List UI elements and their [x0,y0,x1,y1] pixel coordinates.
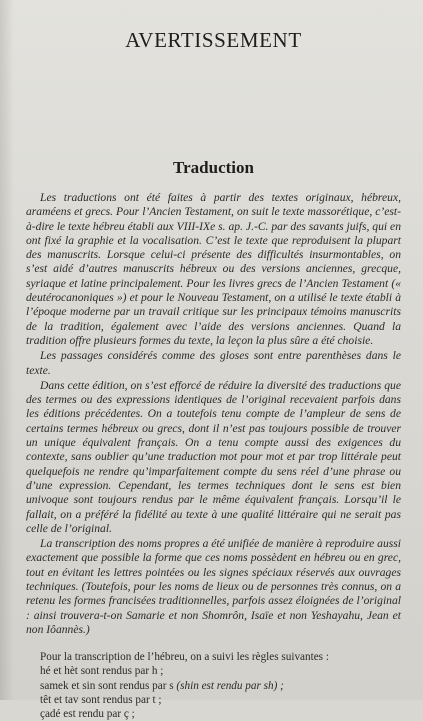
rule-item [40,664,401,678]
body-text [26,191,401,637]
rule-letters: çadé est rendu par ç ; [40,708,135,721]
page-title: AVERTISSEMENT [125,28,302,52]
rule-letters: hé et hèt sont rendus par h ; [40,665,164,678]
paragraph-translation-consistency: Dans cette édition, on s’est efforcé de réduire la diversité des traductions que des termes ou des expressions identiques de l’original recevaient parfois dans les éditions précédentes. On a toutefois tenu compte de l’ampleur de sens de certains termes hébreux ou grecs, dont il n’est pas toujours possible de trouver un unique équivalent français. On a tenu compte aussi des exigences du contexte, sans oublier qu’une traduction mot pour mot et par trop littérale peut quelquefois ne rendre qu’imparfaitement compte du sens réel d’une phrase ou d’une expression. Cependant, les termes techniques dont le sens est bien univoque sont toujours rendus par le même équivalent français. Lorsqu’il le fallait, on a préféré la fidélité au texte à une qualité littéraire qui ne serait pas celle de l’original. [26,378,401,535]
paragraph-glosses: Les passages considérés comme des gloses sont entre parenthèses dans le texte. [26,349,401,377]
page-gutter-shadow [0,0,14,700]
rule-letters: têt et tav sont rendus par t ; [40,693,162,706]
section-title: Traduction [173,158,254,177]
rule-item [40,679,401,693]
rule-note: (shin est rendu par sh) ; [176,679,284,692]
transcription-rules [26,650,401,721]
rule-letters: samek et sin sont rendus par s [40,679,174,692]
rule-item [40,707,401,721]
rules-intro: Pour la transcription de l’hébreu, on a suivi les règles suivantes : [40,651,329,664]
paragraph-sources: Les traductions ont été faites à partir des textes originaux, hébreux, araméens et grecs. Pour l’Ancien Testament, on suit le texte massorétique, c’est-à-dire le texte hébreu établi aux VIII-IXe s. ap. J.-C. par des savants juifs, qui en ont fixé la graphie et la vocalisation. C’est le texte que reproduisent la plupart des manuscrits. Lorsque celui-ci présente des difficultés insurmontables, on s’est aidé d’autres manuscrits hébreux ou des versions anciennes, grecque, syriaque et latine principalement. Pour les livres grecs de l’Ancien Testament (« deutérocanoniques ») et pour le Nouveau Testament, on a utilisé le texte établi à l’époque moderne par un travail critique sur les principaux témoins manuscrits de la tradition, également avec l’aide des versions anciennes. Quand la tradition offre plusieurs formes du texte, la leçon la plus sûre a été choisie. [26,191,401,347]
paragraph-proper-names: La transcription des noms propres a été unifiée de manière à reproduire aussi exactement que possible la forme que ces noms possèdent en hébreu ou en grec, tout en évitant les lettres pointées ou les signes spéciaux réservés aux ouvrages techniques. (Toutefois, pour les noms de lieux ou de personnes très connus, on a retenu les formes francisées traditionnelles, parfois assez éloignées de l’original : ainsi trouvera-t-on Samarie et non Shomrôn, Isaïe et non Yeshayahu, Jean et non Iôannès.) [26,537,401,636]
